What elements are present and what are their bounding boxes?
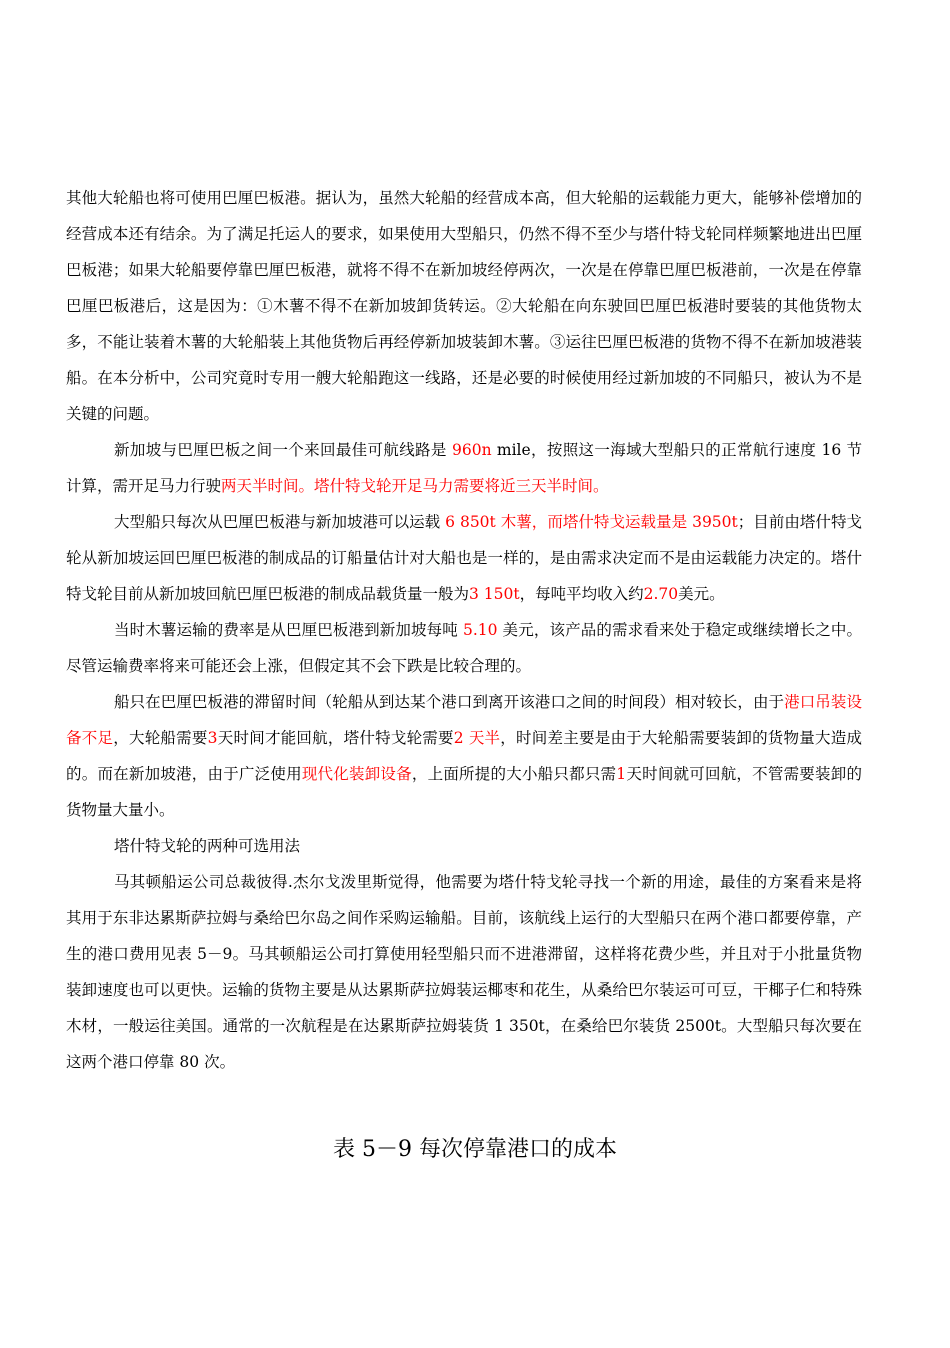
highlighted-text: 6 850t 木薯，而塔什特戈运载量是 3950t bbox=[445, 513, 738, 531]
body-text: ，上面所提的大小船只都只需 bbox=[411, 765, 617, 783]
body-text: 新加坡与巴厘巴板之间一个来回最佳可航线路是 bbox=[114, 441, 453, 459]
body-text: 天时间就可回航，不管需要装卸的货物量大量小。 bbox=[66, 765, 862, 819]
paragraph-6-heading bbox=[66, 828, 862, 864]
highlighted-text: 5.10 bbox=[462, 621, 498, 639]
body-text: 大型船只每次从巴厘巴板港与新加坡港可以运载 bbox=[114, 513, 446, 531]
body-text: mile，按照这一海域大型船只的正常航行速度 16 节计算，需开足马力行驶 bbox=[66, 441, 862, 495]
body-text: 美元，该产品的需求看来处于稳定或继续增长之中。尽管运输费率将来可能还会上涨，但假定其不会下跌是比较合理的。 bbox=[66, 621, 862, 675]
paragraph-1 bbox=[66, 180, 862, 432]
paragraph-4 bbox=[66, 612, 862, 684]
highlighted-text: 港口吊装设备不足 bbox=[66, 693, 862, 747]
paragraph-2 bbox=[66, 432, 862, 504]
body-text: 天时间才能回航，塔什特戈轮需要 bbox=[217, 729, 454, 747]
body-text: ，时间差主要是由于大轮船需要装卸的货物量大造成的。而在新加坡港，由于广泛使用 bbox=[66, 729, 862, 783]
body-text: ，大轮船需要 bbox=[113, 729, 208, 747]
highlighted-text: 3 150t bbox=[469, 585, 520, 603]
paragraph-7 bbox=[66, 864, 862, 1080]
highlighted-text: 现代化装卸设备 bbox=[301, 765, 412, 783]
body-text: 塔什特戈轮的两种可选用法 bbox=[114, 837, 301, 855]
body-text: 美元。 bbox=[678, 585, 725, 603]
body-text: 马其顿船运公司总裁彼得.杰尔戈泼里斯觉得，他需要为塔什特戈轮寻找一个新的用途，最佳的方案看来是将其用于东非达累斯萨拉姆与桑给巴尔岛之间作采购运输船。目前，该航线上运行的大型船只在两个港口都要停靠，产生的港口费用见表 5－9。马其顿船运公司打算使用轻型船只而不进港滞留，这样将花费少些，并且对于小批量货物装卸速度也可以更快。运输的货物主要是从达累斯萨拉姆装运椰枣和花生，从桑给巴尔装运可可豆，干椰子仁和特殊木材，一般运往美国。通常的一次航程是在达累斯萨拉姆装货 1 350t，在桑给巴尔装货 2500t。大型船只每次要在这两个港口停靠 80 次。 bbox=[66, 873, 862, 1071]
paragraph-3 bbox=[66, 504, 862, 612]
highlighted-text: 两天半时间。塔什特戈轮开足马力需要将近三天半时间。 bbox=[221, 477, 609, 495]
body-text: ；目前由塔什特戈轮从新加坡运回巴厘巴板港的制成品的订船量估计对大船也是一样的，是由需求决定而不是由运载能力决定的。塔什特戈轮目前从新加坡回航巴厘巴板港的制成品载货量一般为 bbox=[66, 513, 862, 603]
body-text: 其他大轮船也将可使用巴厘巴板港。据认为，虽然大轮船的经营成本高，但大轮船的运载能力更大，能够补偿增加的经营成本还有结余。为了满足托运人的要求，如果使用大型船只，仍然不得不至少与塔什特戈轮同样频繁地进出巴厘巴板港；如果大轮船要停靠巴厘巴板港，就将不得不在新加坡经停两次，一次是在停靠巴厘巴板港前，一次是在停靠巴厘巴板港后，这是因为：①木薯不得不在新加坡卸货转运。②大轮船在向东驶回巴厘巴板港时要装的其他货物太多，不能让装着木薯的大轮船装上其他货物后再经停新加坡装卸木薯。③运往巴厘巴板港的货物不得不在新加坡港装船。在本分析中，公司究竟时专用一艘大轮船跑这一线路，还是必要的时候使用经过新加坡的不同船只，被认为不是关键的问题。 bbox=[66, 189, 862, 423]
document-body bbox=[66, 180, 862, 1080]
highlighted-text: 2.70 bbox=[643, 585, 679, 603]
body-text: 当时木薯运输的费率是从巴厘巴板港到新加坡每吨 bbox=[114, 621, 463, 639]
highlighted-text: 3 bbox=[207, 729, 218, 747]
table-title: 表 5－9 每次停靠港口的成本 bbox=[333, 1137, 617, 1162]
highlighted-text: 960n bbox=[452, 441, 492, 459]
body-text: 船只在巴厘巴板港的滞留时间（轮船从到达某个港口到离开该港口之间的时间段）相对较长，由于 bbox=[114, 693, 785, 711]
paragraph-5 bbox=[66, 684, 862, 828]
highlighted-text: 2 天半 bbox=[453, 729, 501, 747]
body-text: ，每吨平均收入约 bbox=[519, 585, 644, 603]
highlighted-text: 1 bbox=[616, 765, 627, 783]
